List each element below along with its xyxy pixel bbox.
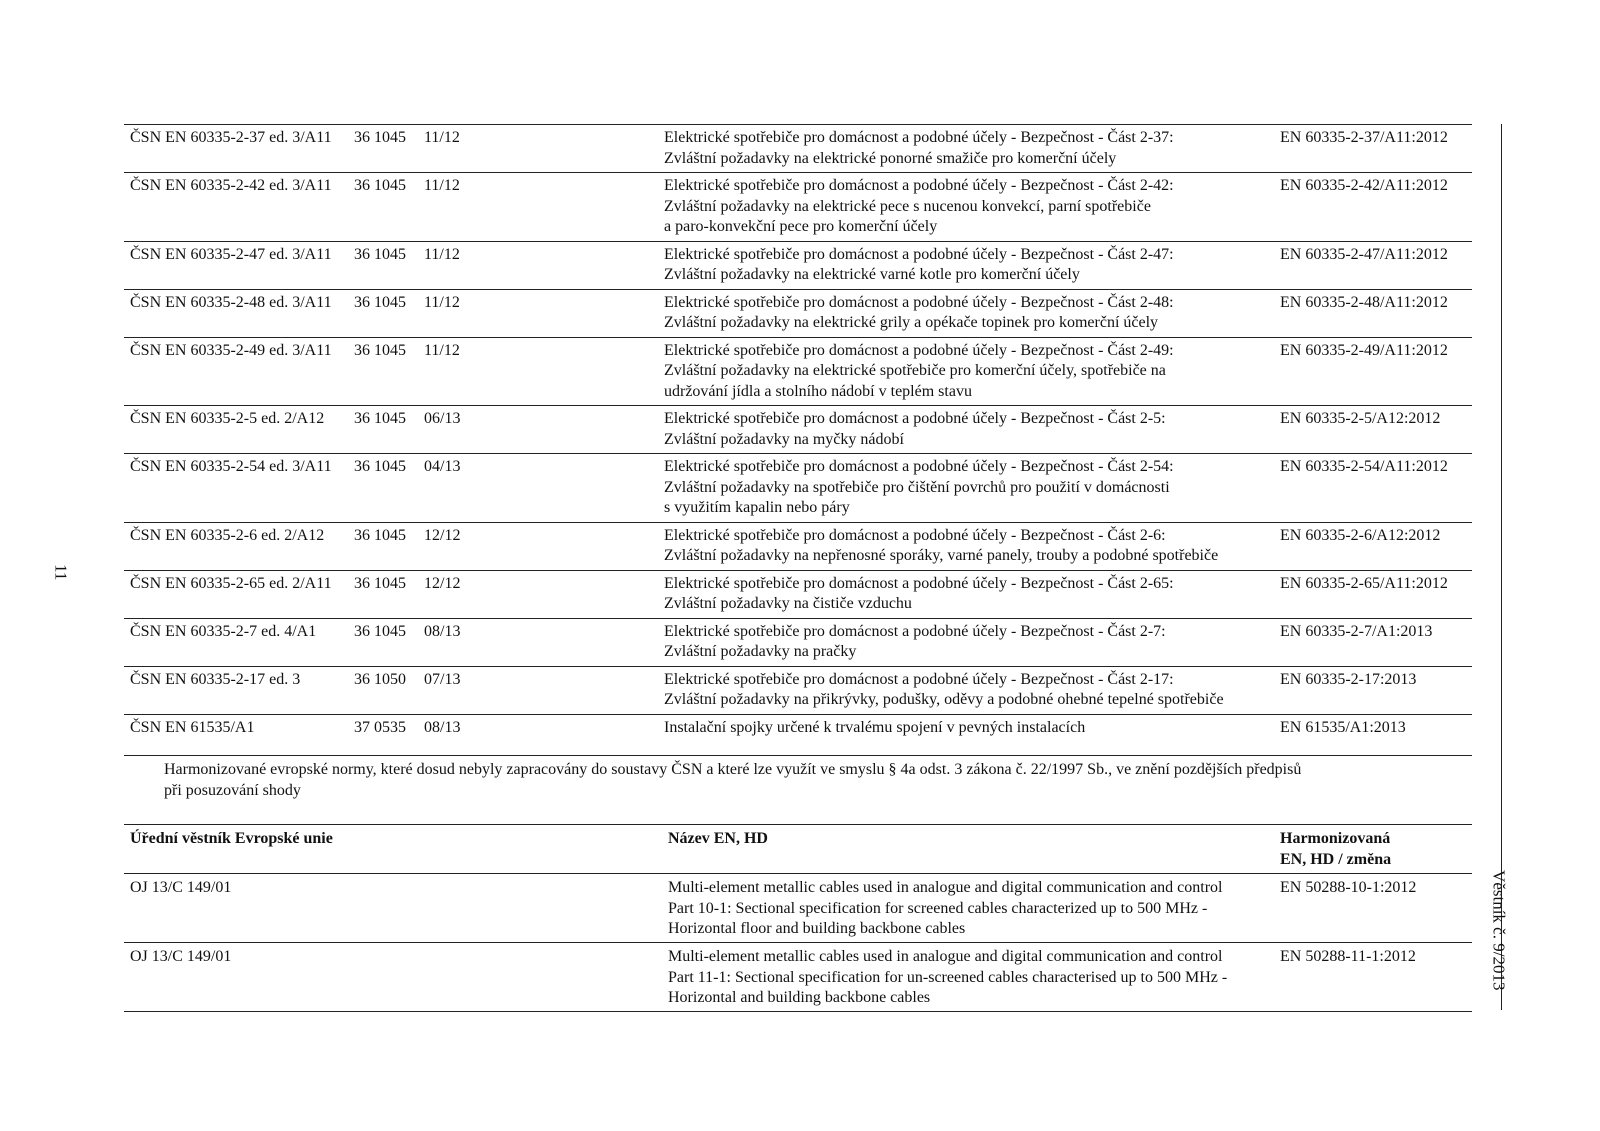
issue-date: 11/12: [424, 177, 460, 194]
class-code: 36 1050: [354, 670, 406, 688]
table-row: [124, 406, 1472, 454]
title-line: Zvláštní požadavky na elektrické pece s nucenou konvekcí, parní spotřebiče: [664, 197, 1151, 215]
table-row: [124, 943, 1472, 1012]
csn-designation: ČSN EN 60335-2-17 ed. 3: [130, 670, 301, 688]
note-paragraph: [164, 760, 1414, 801]
csn-designation: ČSN EN 60335-2-54 ed. 3/A11: [130, 458, 332, 475]
oj-ref: OJ 13/C 149/01: [130, 948, 232, 965]
title-line: Part 10-1: Sectional specification for screened cables characterized up to 500 MHz -: [668, 899, 1208, 917]
norm-title: [664, 341, 1274, 403]
title-line: Elektrické spotřebiče pro domácnost a podobné účely - Bezpečnost - Část 2-49:: [664, 341, 1174, 359]
norm-title: [664, 574, 1274, 615]
en-reference: EN 61535/A1:2013: [1280, 718, 1406, 736]
class-code: 36 1045: [354, 526, 406, 544]
note-line: Harmonizované evropské normy, které dosud nebyly zapracovány do soustavy ČSN a které lze využít ve smyslu § 4a odst. 3 zákona č. 22/1997 Sb., ve znění pozdějších předpisů: [164, 761, 1302, 778]
class-code: 36 1045: [354, 410, 406, 427]
issue-date: 08/13: [424, 622, 461, 640]
csn-designation: ČSN EN 60335-2-65 ed. 2/A11: [130, 574, 332, 592]
norm-title: [664, 526, 1274, 567]
oj-en: EN 50288-10-1:2012: [1280, 879, 1417, 896]
table-row: [124, 454, 1472, 523]
title-line: Part 11-1: Sectional specification for un-screened cables characterised up to 500 MHz -: [668, 968, 1228, 986]
en-reference: EN 60335-2-7/A1:2013: [1280, 622, 1433, 640]
en-reference: EN 60335-2-42/A11:2012: [1280, 177, 1448, 194]
oj-title: [668, 947, 1278, 1009]
title-line: Horizontal floor and building backbone cables: [668, 920, 966, 937]
en-reference: EN 60335-2-65/A11:2012: [1280, 574, 1448, 592]
issue-date: 08/13: [424, 718, 461, 736]
en-reference: EN 60335-2-37/A11:2012: [1280, 129, 1448, 146]
en-reference: EN 60335-2-47/A11:2012: [1280, 245, 1448, 263]
norms-table: [124, 124, 1472, 756]
class-code: 36 1045: [354, 458, 406, 475]
norm-title: [664, 670, 1274, 711]
title-line: Elektrické spotřebiče pro domácnost a podobné účely - Bezpečnost - Část 2-65:: [664, 574, 1174, 592]
csn-designation: ČSN EN 61535/A1: [130, 718, 255, 736]
issue-date: 12/12: [424, 574, 461, 592]
title-line: Zvláštní požadavky na elektrické grily a opékače topinek pro komerční účely: [664, 314, 1159, 331]
table-row: [124, 523, 1472, 571]
issue-date: 11/12: [424, 129, 460, 146]
class-code: 36 1045: [354, 622, 406, 640]
issue-date: 11/12: [424, 293, 460, 311]
table-row: [124, 338, 1472, 407]
class-code: 37 0535: [354, 718, 406, 736]
table-row: [124, 242, 1472, 290]
page-number: 11: [51, 564, 71, 581]
table-row: [124, 290, 1472, 338]
title-line: Elektrické spotřebiče pro domácnost a podobné účely - Bezpečnost - Část 2-5:: [664, 410, 1166, 427]
title-line: Zvláštní požadavky na elektrické ponorné smažiče pro komerční účely: [664, 149, 1117, 167]
csn-designation: ČSN EN 60335-2-5 ed. 2/A12: [130, 410, 325, 427]
oj-en: EN 50288-11-1:2012: [1280, 948, 1416, 965]
class-code: 36 1045: [354, 574, 406, 592]
norm-title: [664, 457, 1274, 519]
en-reference: EN 60335-2-6/A12:2012: [1280, 526, 1441, 544]
table-row: [124, 125, 1472, 173]
title-line: Elektrické spotřebiče pro domácnost a podobné účely - Bezpečnost - Část 2-6:: [664, 526, 1166, 544]
class-code: 36 1045: [354, 245, 406, 263]
csn-designation: ČSN EN 60335-2-6 ed. 2/A12: [130, 526, 325, 544]
journal-label: Věstník č. 9/2013: [1489, 870, 1509, 991]
csn-designation: ČSN EN 60335-2-7 ed. 4/A1: [130, 622, 317, 640]
csn-designation: ČSN EN 60335-2-49 ed. 3/A11: [130, 341, 332, 359]
title-line: Zvláštní požadavky na elektrické spotřebiče pro komerční účely, spotřebiče na: [664, 362, 1166, 379]
norm-title: [664, 245, 1274, 286]
header-en: [1280, 829, 1460, 870]
oj-ref: OJ 13/C 149/01: [130, 879, 232, 896]
norm-title: [664, 409, 1274, 450]
issue-date: 11/12: [424, 341, 460, 359]
en-reference: EN 60335-2-5/A12:2012: [1280, 410, 1441, 427]
norm-title: [664, 128, 1274, 169]
csn-designation: ČSN EN 60335-2-42 ed. 3/A11: [130, 177, 332, 194]
title-line: Zvláštní požadavky na elektrické varné kotle pro komerční účely: [664, 266, 1080, 283]
header-en-line: EN, HD / změna: [1280, 850, 1392, 868]
oj-title: [668, 878, 1278, 940]
oj-table-header: [124, 825, 1472, 874]
title-line: Zvláštní požadavky na spotřebiče pro čištění povrchů pro použití v domácnosti: [664, 478, 1170, 496]
csn-designation: ČSN EN 60335-2-47 ed. 3/A11: [130, 245, 332, 263]
table-row: [124, 173, 1472, 242]
table-row: [124, 874, 1472, 943]
title-line: Instalační spojky určené k trvalému spojení v pevných instalacích: [664, 718, 1086, 736]
table-row: [124, 715, 1472, 756]
title-line: Multi-element metallic cables used in analogue and digital communication and control: [668, 948, 1223, 965]
title-line: Multi-element metallic cables used in analogue and digital communication and control: [668, 879, 1223, 896]
issue-date: 11/12: [424, 245, 460, 263]
title-line: Elektrické spotřebiče pro domácnost a podobné účely - Bezpečnost - Část 2-17:: [664, 670, 1174, 688]
title-line: Elektrické spotřebiče pro domácnost a podobné účely - Bezpečnost - Část 2-48:: [664, 293, 1174, 311]
title-line: a paro-konvekční pece pro komerční účely: [664, 218, 938, 235]
en-reference: EN 60335-2-48/A11:2012: [1280, 293, 1448, 311]
title-line: Elektrické spotřebiče pro domácnost a podobné účely - Bezpečnost - Část 2-7:: [664, 622, 1166, 640]
title-line: Elektrické spotřebiče pro domácnost a podobné účely - Bezpečnost - Část 2-47:: [664, 245, 1174, 263]
csn-designation: ČSN EN 60335-2-37 ed. 3/A11: [130, 129, 332, 146]
issue-date: 04/13: [424, 458, 461, 475]
title-line: Elektrické spotřebiče pro domácnost a podobné účely - Bezpečnost - Část 2-37:: [664, 129, 1174, 146]
title-line: s využitím kapalin nebo páry: [664, 499, 850, 516]
title-line: Zvláštní požadavky na přikrývky, podušky, oděvy a podobné ohebné tepelné spotřebiče: [664, 691, 1224, 708]
issue-date: 06/13: [424, 410, 461, 427]
class-code: 36 1045: [354, 129, 406, 146]
note-line: při posuzování shody: [164, 781, 301, 799]
oj-table: [124, 824, 1472, 1012]
norm-title: [664, 176, 1274, 238]
table-row: [124, 571, 1472, 619]
class-code: 36 1045: [354, 293, 406, 311]
title-line: Zvláštní požadavky na nepřenosné sporáky, varné panely, trouby a podobné spotřebiče: [664, 547, 1219, 564]
header-en-line: Harmonizovaná: [1280, 830, 1391, 847]
header-oj: Úřední věstník Evropské unie: [130, 830, 333, 847]
title-line: Zvláštní požadavky na čističe vzduchu: [664, 595, 912, 612]
title-line: Zvláštní požadavky na myčky nádobí: [664, 430, 904, 448]
norm-title: [664, 718, 1274, 739]
en-reference: EN 60335-2-49/A11:2012: [1280, 341, 1448, 359]
issue-date: 07/13: [424, 670, 461, 688]
en-reference: EN 60335-2-54/A11:2012: [1280, 458, 1448, 475]
csn-designation: ČSN EN 60335-2-48 ed. 3/A11: [130, 293, 332, 311]
title-line: Horizontal and building backbone cables: [668, 989, 931, 1006]
title-line: Elektrické spotřebiče pro domácnost a podobné účely - Bezpečnost - Část 2-54:: [664, 458, 1174, 475]
table-row: [124, 619, 1472, 667]
title-line: Zvláštní požadavky na pračky: [664, 643, 857, 660]
norm-title: [664, 622, 1274, 663]
class-code: 36 1045: [354, 341, 406, 359]
norm-title: [664, 293, 1274, 334]
title-line: Elektrické spotřebiče pro domácnost a podobné účely - Bezpečnost - Část 2-42:: [664, 177, 1174, 194]
en-reference: EN 60335-2-17:2013: [1280, 670, 1417, 688]
table-row: [124, 667, 1472, 715]
header-title: Název EN, HD: [668, 830, 768, 847]
class-code: 36 1045: [354, 177, 406, 194]
issue-date: 12/12: [424, 526, 461, 544]
title-line: udržování jídla a stolního nádobí v teplém stavu: [664, 382, 972, 400]
